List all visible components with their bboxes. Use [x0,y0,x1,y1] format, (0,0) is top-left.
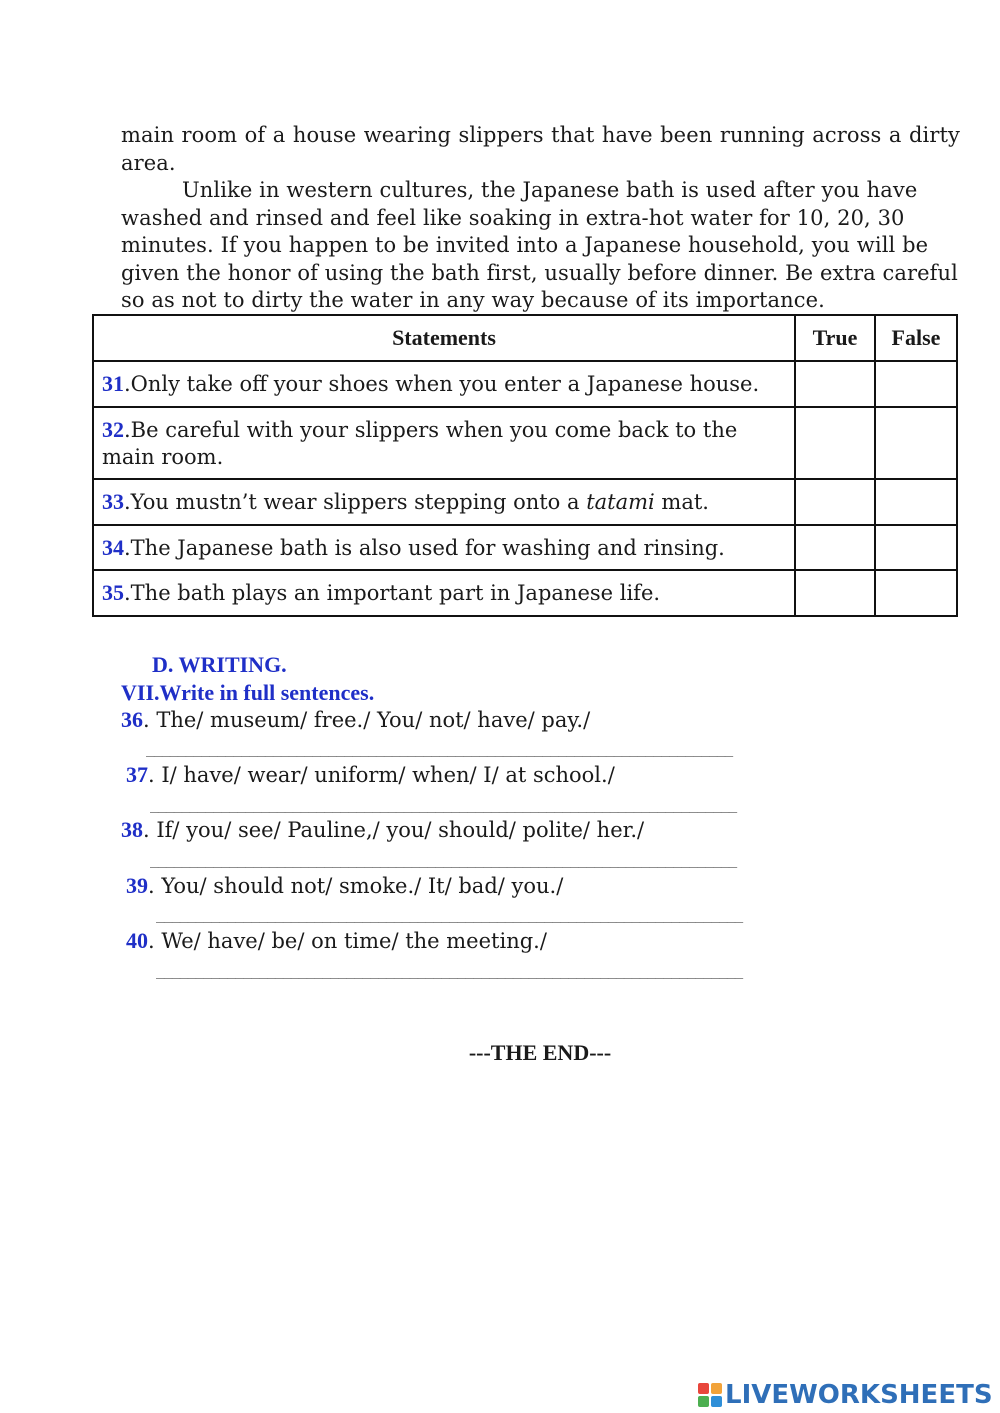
section-heading: D. WRITING. [152,652,287,677]
answer-line[interactable]: __________________________________________________________________________ [146,741,733,757]
statement-italic-word: tatami [586,490,655,514]
statement-text: .You mustn’t wear slippers stepping onto a [124,490,587,514]
logo-square [698,1383,709,1394]
question-number: 32 [102,416,124,442]
statement-text: .The bath plays an important part in Japanese life. [124,581,661,605]
question-number: 36 [121,707,143,732]
question-number: 37 [126,762,148,787]
answer-line[interactable]: __________________________________________________________________________ [150,797,737,813]
statement-text: .The Japanese bath is also used for washing and rinsing. [124,535,725,560]
header-false: False [875,315,957,361]
header-statements: Statements [93,315,795,361]
question-number: 40 [126,928,148,953]
question-number: 39 [126,873,148,898]
statement-cell [93,525,795,570]
false-answer-box[interactable] [875,570,957,616]
true-false-table [92,314,958,617]
writing-question [121,707,590,733]
true-answer-box[interactable] [795,407,875,479]
reading-passage [121,122,960,315]
table-row [93,407,957,479]
true-answer-box[interactable] [795,570,875,616]
table-header-row [93,315,957,361]
statement-text-end: mat. [654,490,709,514]
question-number: 33 [102,489,124,514]
statement-cell [93,361,795,407]
statement-cell [93,479,795,525]
true-answer-box[interactable] [795,525,875,570]
false-answer-box[interactable] [875,407,957,479]
header-true: True [795,315,875,361]
question-number: 34 [102,534,124,560]
question-prompt: . If/ you/ see/ Pauline,/ you/ should/ polite/ her./ [143,818,645,842]
statement-cell [93,407,795,479]
logo-square [698,1396,709,1407]
true-answer-box[interactable] [795,479,875,525]
table-row [93,479,957,525]
passage-paragraph-1: main room of a house wearing slippers that have been running across a dirty area. [121,123,960,175]
exercise-instruction: VII.Write in full sentences. [121,680,375,705]
question-prompt: . I/ have/ wear/ uniform/ when/ I/ at school./ [148,763,615,787]
writing-question [121,817,644,843]
passage-paragraph-2: Unlike in western cultures, the Japanese bath is used after you have washed and rinsed and feel like soaking in extra-hot water for 10, 20, 30 minutes. If you happen to be invited into a Japanese household, you will be given the honor of using the bath first, usually before dinner. Be extra careful so as not to dirty the water in any way because of its importance. [121,178,958,312]
question-prompt: . You/ should not/ smoke./ It/ bad/ you./ [148,874,564,898]
writing-question [126,873,563,899]
statement-text: .Be careful with your slippers when you come back to the main room. [102,417,738,469]
question-prompt: . The/ museum/ free./ You/ not/ have/ pay./ [143,708,591,732]
question-prompt: . We/ have/ be/ on time/ the meeting./ [148,929,547,953]
answer-line[interactable]: __________________________________________________________________________ [156,963,743,979]
table-row [93,570,957,616]
logo-square [711,1383,722,1394]
writing-question [126,762,615,788]
writing-question [126,928,547,954]
table-row [93,525,957,570]
liveworksheets-logo [698,1378,993,1412]
true-answer-box[interactable] [795,361,875,407]
question-number: 35 [102,580,124,605]
end-marker: ---THE END--- [468,1040,612,1065]
table-row [93,361,957,407]
answer-line[interactable]: __________________________________________________________________________ [156,907,743,923]
question-number: 31 [102,371,124,396]
answer-line[interactable]: __________________________________________________________________________ [150,852,737,868]
statement-cell [93,570,795,616]
logo-text: LIVEWORKSHEETS [725,1380,993,1410]
logo-square [711,1396,722,1407]
false-answer-box[interactable] [875,361,957,407]
logo-icon [698,1383,722,1407]
false-answer-box[interactable] [875,525,957,570]
false-answer-box[interactable] [875,479,957,525]
question-number: 38 [121,817,143,842]
statement-text: .Only take off your shoes when you enter a Japanese house. [124,372,760,396]
